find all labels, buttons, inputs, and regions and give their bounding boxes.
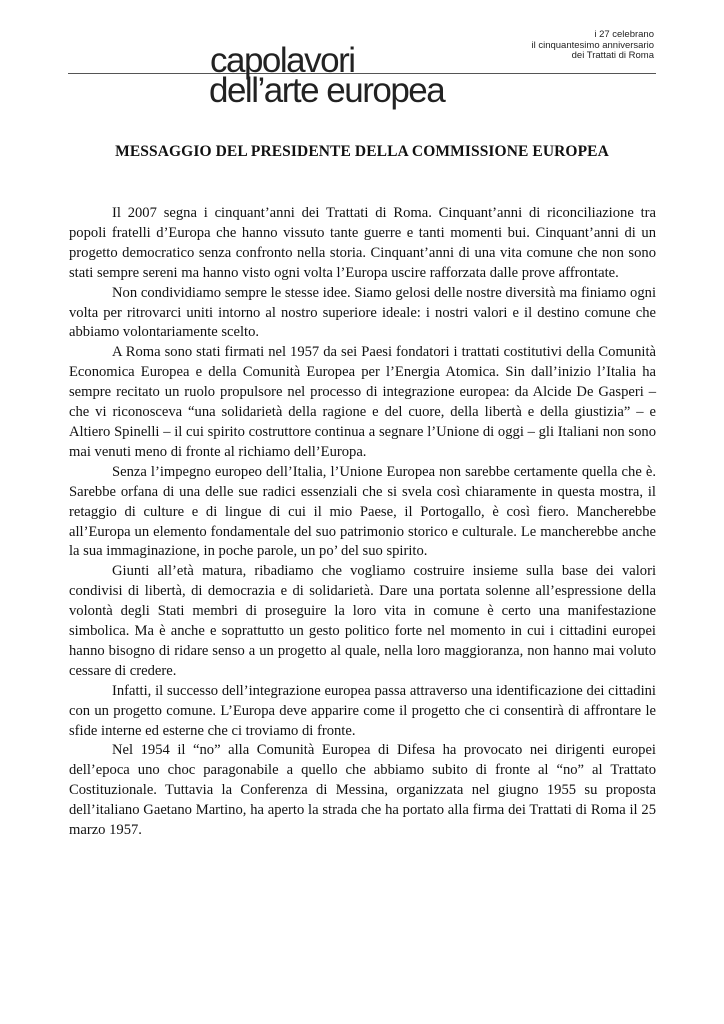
logo-title-line1: capolavori — [210, 41, 355, 80]
header-tagline — [454, 30, 654, 62]
tagline-line: dei Trattati di Roma — [571, 50, 654, 61]
body-paragraph: A Roma sono stati firmati nel 1957 da sei Paesi fondatori i trattati costitutivi della Comunità Economica Europea e della Comunità Europea per l’Energia Atomica. Sin dall’inizio l’Italia ha sempre recitato un ruolo propulsore nel processo di integrazione europea: da Alcide De Gasperi – che vi riconosceva “una solidarietà della ragione e del cuore, della libertà e della giustizia” – e Altiero Spinelli – il cui spirito costruttore continua a segnare l’Unione di oggi – gli Italiani non sono mai venuti meno di fronte al richiamo dell’Europa. — [69, 344, 656, 460]
body-paragraph: Infatti, il successo dell’integrazione europea passa attraverso una identificazione dei cittadini con un progetto comune. L’Europa deve apparire come il progetto che ci consentirà di affrontare le sfide interne ed esterne che ci troviamo di fronte. — [69, 682, 656, 739]
document-title: MESSAGGIO DEL PRESIDENTE DELLA COMMISSIONE EUROPEA — [115, 143, 609, 160]
body-paragraph: Nel 1954 il “no” alla Comunità Europea di Difesa ha provocato nei dirigenti europei dell’epoca uno choc paragonabile a quello che abbiamo subito di fronte al “no” al Trattato Costituzionale. Tuttavia la Conferenza di Messina, organizzata nel giugno 1955 su proposta dell’italiano Gaetano Martino, ha aperto la strada che ha portato alla firma dei Trattati di Roma il 25 marzo 1957. — [69, 742, 656, 839]
logo-title-line2: dell’arte europea — [209, 71, 445, 110]
body-paragraph: Giunti all’età matura, ribadiamo che vogliamo costruire insieme sulla base dei valori condivisi di libertà, di democrazia e di solidarietà. Dare una portata solenne all’espressione della volontà degli Stati membri di proseguire la loro vita in comune è certo una manifestazione simbolica. Ma è anche e soprattutto un gesto politico forte nel momento in cui i cittadini europei hanno bisogno di ridare senso a un progetto al quale, nella loro maggioranza, non hanno mai voluto cessare di credere. — [69, 563, 656, 679]
document-body — [69, 204, 656, 841]
body-paragraph: Il 2007 segna i cinquant’anni dei Trattati di Roma. Cinquant’anni di riconciliazione tra popoli fratelli d’Europa che hanno vissuto tante guerre e tanti momenti bui. Cinquant’anni di un progetto democratico senza confronto nella storia. Cinquant’anni di una vita comune che non sono stati sempre sereni ma hanno visto ogni volta l’Europa uscire rafforzata dalle prove affrontate. — [69, 205, 656, 281]
body-paragraph: Non condividiamo sempre le stesse idee. Siamo gelosi delle nostre diversità ma finiamo ogni volta per ritrovarci uniti intorno al nostro superiore ideale: i nostri valori e il destino comune che abbiamo volontariamente scelto. — [69, 284, 656, 341]
body-paragraph: Senza l’impegno europeo dell’Italia, l’Unione Europea non sarebbe certamente quella che è. Sarebbe orfana di una delle sue radici essenziali che si svela così chiaramente in questa mostra, il retaggio di culture e di lingue di cui il mio Paese, il Portogallo, è così fiero. Mancherebbe all’Europa un elemento fondamentale del suo patrimonio storico e culturale. Le mancherebbe anche la sua immaginazione, in poche parole, un po’ del suo spirito. — [69, 463, 656, 560]
tagline-line: i 27 celebrano — [594, 29, 654, 40]
tagline-line: il cinquantesimo anniversario — [531, 39, 654, 51]
page-header — [0, 0, 724, 120]
